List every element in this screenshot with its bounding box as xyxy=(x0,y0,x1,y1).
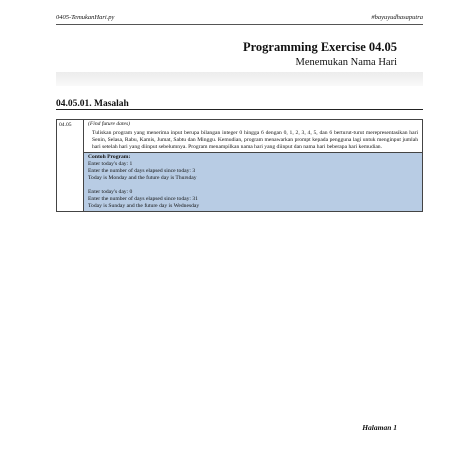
header-divider xyxy=(56,24,423,25)
section-heading: 04.05.01. Masalah xyxy=(56,99,129,109)
example-line: Enter today's day: 0 xyxy=(88,189,133,195)
example-box xyxy=(84,153,423,212)
page-label: Halaman xyxy=(362,423,392,432)
exercise-title: Programming Exercise 04.05 xyxy=(242,40,397,54)
example-row xyxy=(57,153,423,212)
example-line: Today is Sunday and the future day is Wednesday xyxy=(88,203,200,209)
problem-statement xyxy=(84,120,423,153)
task-title: (Find future dates) xyxy=(88,121,131,127)
page-number: 1 xyxy=(393,423,397,432)
task-description: Tuliskan program yang menerima input berupa bilangan integer 0 hingga 6 dengan 0, 1, 2, 3, 4, 5, dan 6 berturut-turut merepresentasikan hari Senin, Selasa, Rabu, Kamis, Jumat, Sabtu dan Minggu. Kemudian, program menawarkan prompt kepada pengguna lagi untuk menginput jumlah hari setelah hari yang diinput sebelumnya. Program menampilkan nama hari yang diinput dan nama hari beberapa hari kemudian. xyxy=(92,130,418,150)
example-line: Enter the number of days elapsed since today: 31 xyxy=(88,196,198,202)
title-band xyxy=(56,72,423,86)
example-spacer xyxy=(88,182,418,189)
problem-row xyxy=(57,120,423,153)
header-author: #bayuyudhasaputra xyxy=(371,14,423,21)
exercise-subtitle: Menemukan Nama Hari xyxy=(295,57,397,68)
example-line: Enter today's day: 1 xyxy=(88,161,133,167)
problem-table xyxy=(56,119,423,212)
example-line: Today is Monday and the future day is Thursday xyxy=(88,175,197,181)
header-filename: 0405-TemukanHari.py xyxy=(56,14,115,21)
page-footer xyxy=(362,423,397,432)
problem-number: 04.05 xyxy=(57,120,84,212)
example-title: Contoh Program: xyxy=(88,154,131,160)
example-line: Enter the number of days elapsed since today: 3 xyxy=(88,168,196,174)
section-divider xyxy=(56,109,423,110)
